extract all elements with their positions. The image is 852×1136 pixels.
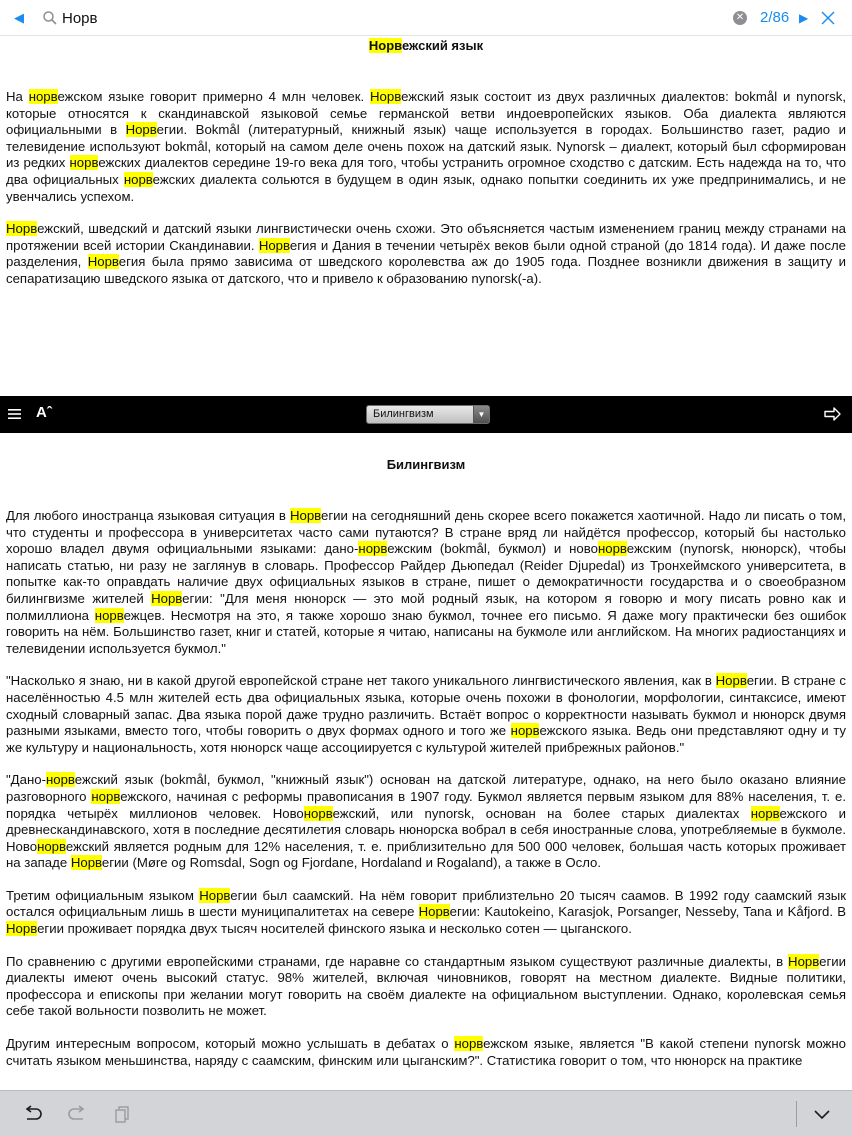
section-select-value: Билингвизм	[373, 408, 434, 420]
search-input[interactable]	[62, 6, 702, 30]
search-highlight: Норв	[199, 887, 231, 903]
search-highlight: норв	[750, 805, 780, 821]
search-highlight: Норв	[125, 122, 157, 138]
keyboard-shortcut-bar	[0, 1090, 852, 1136]
text-run: "Дано-	[6, 772, 46, 788]
text-run: егии: "Для меня нюнорск — это мой родный язык, на котором я говорю и могу писать ровно как и полмиллиона	[6, 590, 846, 623]
forward-share-icon[interactable]	[824, 406, 842, 422]
text-run: ежский является родным для 12% населения, т. е. приблизительно для 500 000 человек, большая часть которых проживает на западе	[6, 838, 846, 871]
paste-clipboard-icon	[113, 1105, 133, 1123]
text-run: егия была прямо зависима от шведского королевства аж до 1905 года. Позднее возникли движения в защиту и сепаратизацию шведского языка от датского, что и привело к образованию nynorsk(-a).	[6, 254, 846, 286]
search-highlight: норв	[358, 541, 388, 557]
search-highlight: норв	[45, 772, 75, 788]
hamburger-menu-icon[interactable]	[7, 406, 23, 422]
paragraph	[6, 1036, 846, 1069]
search-highlight: Норв	[418, 904, 450, 920]
magnifier-icon	[42, 10, 58, 26]
text-run: ежским (nynorsk, нюнорск), чтобы написать статью, ни разу не заглянув в словарь. Профессор Райдер Дьюпедал (Reider Djupedal) из Тронхеймского университета, в попытке как-то оправдать наличие двух официальных языков в стране, пишет о демократичности государства и о своеобразном билингвизме жителей	[6, 541, 846, 606]
redo-icon	[67, 1105, 87, 1123]
reader-toolbar	[0, 396, 852, 433]
search-highlight: Норв	[6, 921, 38, 937]
search-highlight: норв	[69, 155, 99, 171]
text-run: егии проживает порядка двух тысяч носителей финского языка и несколько сотен — цыганского.	[37, 921, 632, 937]
search-highlight: Норв	[258, 237, 290, 253]
text-run: ежском языке говорит примерно 4 млн человек.	[57, 89, 371, 104]
text-run: На	[6, 89, 29, 104]
article-title	[0, 38, 852, 53]
search-highlight: Норв	[70, 855, 102, 871]
paragraph	[6, 673, 846, 756]
text-run: ежский, или nynorsk, основан на более старых диалектах	[332, 805, 751, 821]
section-title: Билингвизм	[386, 457, 466, 472]
search-highlight: норв	[510, 723, 540, 739]
text-run: егии (Møre og Romsdal, Sogn og Fjordane, Hordaland и Rogaland), а также в Осло.	[101, 855, 602, 871]
search-highlight: Норв	[715, 673, 747, 689]
search-highlight: норв	[454, 1036, 484, 1052]
text-run: ежского, начиная с реформы правописания в 1907 году. Букмол является первым языком для 88% населения, т. е. порядка четырёх миллионов человек. Ново	[6, 788, 846, 821]
close-x-icon[interactable]	[819, 9, 837, 27]
text-run: егия и Дания в течении четырёх веков были одной страной (до 1814 года). И даже после разделения,	[6, 237, 846, 270]
text-run: ежских диалекта сольются в будущем в один язык, однако попытки соединить их уже предпринимались, и не увенчались успехом.	[6, 171, 846, 204]
paragraph	[6, 772, 846, 872]
text-run: егии. В стране с населённостью 4.5 млн жителей есть два официальных языка, которые очень похожи в фонологии, морфологии, синтаксисе, имеют сходный словарный запас. Два языка порой даже трудно различить. Встаёт вопрос о корректности называть букмол и нюнорск двумя разными языками, вместо того, чтобы говорить о двух формах одного и того же	[6, 673, 846, 739]
text-run: ежского языка. Ведь они представляют одну и ту же культуру и национальность, хотя нюнорск чаще ассоциируется с культурой жителей прибрежных районов."	[6, 723, 846, 755]
text-run: ежцев. Несмотря на это, я также хорошо знаю букмол, точнее его письмо. Я даже могу практически без ошибок говорить на нём. Большинство газет, книг и статей, которые я читаю, написаны на букмоле или английском. На многих радиостанциях и телевидении используется букмол."	[6, 607, 846, 656]
text-run: ежский язык	[402, 38, 484, 53]
chevron-down-icon[interactable]	[812, 1105, 832, 1123]
paragraph	[6, 888, 846, 938]
text-run: егии. Bokmål (литературный, книжный язык) чаще используется в городах. Большинство газет, радио и телевидение используют bokmål, который на самом деле очень похож на датский язык. Nynorsk – диалект, который был сформирован из редких	[6, 122, 846, 171]
paragraph	[6, 89, 846, 205]
search-highlight: норв	[597, 541, 627, 557]
text-run: егии: Kautokeino, Karasjok, Porsanger, Nesseby, Tana и Kåfjord. В	[449, 904, 847, 920]
article-body	[0, 89, 852, 288]
text-run: ежский язык (bokmål, букмол, "книжный язык") основан на датской литературе, однако, на него было оказано влияние разговорного	[6, 772, 846, 804]
search-highlight: норв	[91, 788, 121, 804]
search-highlight: Норв	[87, 254, 119, 270]
font-size-button[interactable]: Aˆ	[36, 404, 52, 421]
undo-icon[interactable]	[23, 1105, 43, 1123]
search-highlight: норв	[37, 838, 66, 854]
paragraph	[6, 954, 846, 1020]
text-run: ежским (bokmål, букмол) и ново	[387, 541, 598, 557]
text-run: По сравнению с другими европейскими странами, где наравне со стандартным языком существуют различные диалекты, в	[6, 953, 789, 969]
search-highlight: Норв	[289, 508, 322, 523]
article-pane-bottom	[0, 433, 852, 1090]
article-pane-top	[0, 36, 852, 396]
text-run: егии диалекты имеют очень высокий статус. 98% жителей, включая чиновников, говорят на местном диалекте. Видные политики, профессора и епископы при желании могут говорить на своём диалекте на официальном выступлении. Однако, королевская семья себе такой вольности позволить не может.	[6, 953, 846, 1019]
divider	[796, 1101, 797, 1127]
search-highlight: Норв	[6, 221, 38, 237]
text-run: егии был саамский. На нём говорит приблизтельно 20 тысяч саамов. В 1992 году саамский язык остался официальным лишь в шести муниципалитетах на севере	[6, 887, 846, 920]
text-run: ежских диалектов середине 19-го века для того, чтобы устранить огромное сходство с датским. Есть надежда на то, что два официальных	[6, 155, 846, 187]
text-run: ежского и древнескандинавского, хотя в последние десятилетия словарь нюнорска вобрал в себя иностранные слова, употребляемые в букмоле. Ново	[6, 805, 846, 854]
search-highlight: норв	[94, 607, 124, 623]
chevron-down-icon: ▼	[473, 406, 489, 423]
clear-circle-icon[interactable]: ✕	[733, 11, 747, 25]
text-run: Другим интересным вопросом, который можно услышать в дебатах о	[6, 1036, 455, 1052]
search-highlight: Норв	[788, 953, 820, 969]
text-run: Третим официальным языком	[6, 887, 200, 903]
text-run: ежский, шведский и датский языки лингвистически очень схожи. Это объясняется частым изменением границ между странами на протяжении всей истории Скандинавии.	[6, 221, 846, 253]
section-body	[0, 508, 852, 1069]
search-highlight: норв	[303, 805, 333, 821]
paragraph	[6, 508, 846, 657]
search-highlight: норв	[123, 171, 153, 187]
search-highlight: Норв	[368, 38, 402, 53]
search-highlight: норв	[28, 89, 58, 104]
text-run: ежский язык состоит из двух различных диалектов: bokmål и nynorsk, которые относятся к скандинавской языковой семье германской ветви индоевропейских языков. Оба диалекта являются официальными в	[6, 89, 846, 138]
section-select[interactable]	[366, 405, 490, 424]
text-run: егии на сегодняшний день скорее всего покажется хаотичной. Надо ли писать о том, что студенты и профессора в университетах часто сами путаются? В стране вряд ли найдётся профессор, который бы настолько хорошо владел двумя официальными языками: дано-	[6, 508, 846, 557]
next-arrow-icon[interactable]: ▶	[799, 11, 809, 25]
text-run: ежском языке, является "В какой степени nynorsk можно считать языком меньшинства, наряду с саамским, финским или цыганским?". Статистика говорит о том, что нюнорск на практике	[6, 1036, 846, 1068]
paragraph	[6, 221, 846, 287]
search-highlight: Норв	[370, 89, 402, 104]
back-arrow-icon[interactable]: ◀	[14, 10, 24, 25]
search-highlight: Норв	[151, 590, 183, 606]
text-run: "Насколько я знаю, ни в какой другой европейской стране нет такого уникального лингвистического явления, как в	[6, 673, 716, 689]
text-run: Для любого иностранца языковая ситуация в	[6, 508, 290, 523]
match-count: 2/86	[760, 9, 790, 26]
search-bar	[0, 0, 852, 36]
